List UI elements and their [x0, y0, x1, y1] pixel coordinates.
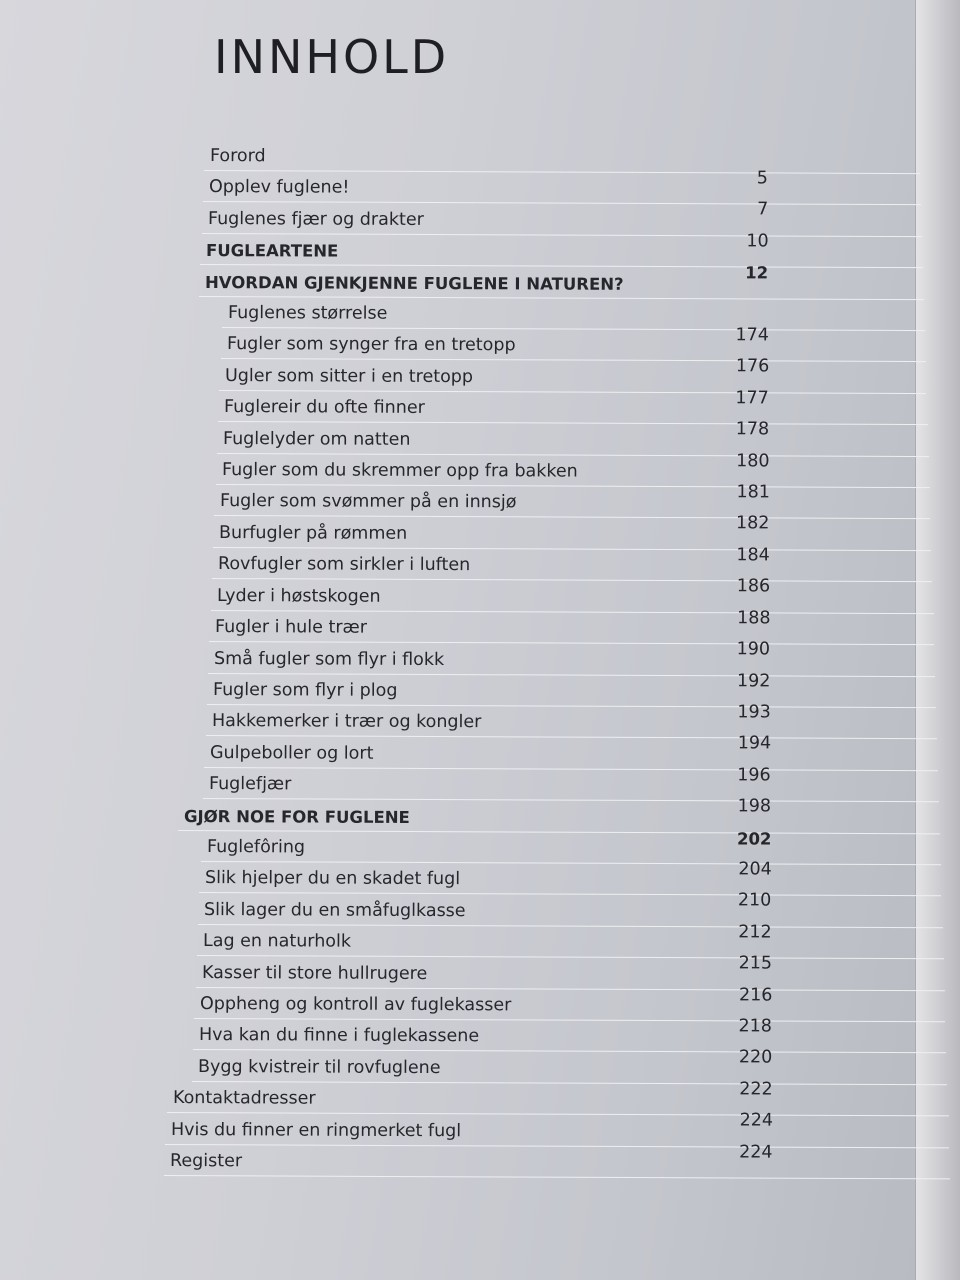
- toc-entry-label: Slik hjelper du en skadet fugl: [205, 868, 461, 890]
- toc-entry-page-number: 181: [736, 482, 770, 503]
- toc-entry-page-number: 224: [739, 1110, 773, 1131]
- toc-entry-page-number: 215: [738, 953, 772, 974]
- toc-entry: [192, 1051, 948, 1100]
- toc-entry-page-number: 188: [736, 607, 771, 629]
- toc-entry-label: Fuglefjær: [208, 774, 292, 795]
- toc-entry-label: Fuglefôring: [206, 836, 305, 858]
- toc-entry-label: HVORDAN GJENKJENNE FUGLENE I NATUREN?: [204, 272, 624, 294]
- toc-entry-label: Register: [169, 1151, 243, 1172]
- toc-entry-page-number: 193: [737, 702, 771, 723]
- page-title: INNHOLD: [214, 30, 450, 84]
- toc-entry-page-number: 192: [736, 670, 771, 691]
- toc-entry-page-number: 10: [745, 231, 769, 252]
- toc-entry-label: Lag en naturholk: [202, 931, 351, 952]
- toc-entry-page-number: 218: [738, 1016, 773, 1037]
- toc-entry-label: Fuglenes fjær og drakter: [207, 208, 424, 230]
- toc-entry-page-number: 224: [739, 1142, 773, 1163]
- toc-entry-label: Små fugler som flyr i flokk: [213, 648, 445, 670]
- toc-entry-label: Hva kan du finne i fuglekassene: [198, 1025, 480, 1047]
- toc-entry-label: GJØR NOE FOR FUGLENE: [183, 806, 410, 827]
- toc-entry-label: Fugler i hule trær: [215, 617, 368, 638]
- toc-entry-page-number: 186: [736, 576, 770, 597]
- toc-entry-label: Opplev fuglene!: [208, 177, 350, 199]
- toc-entry-label: Hvis du finner en ringmerket fugl: [171, 1119, 462, 1141]
- toc-entry-label: Slik lager du en småfuglkasse: [203, 899, 466, 921]
- toc-entry-page-number: 176: [735, 356, 769, 377]
- toc-entry-label: Hakkemerker i trær og kongler: [211, 711, 481, 733]
- toc-entry-label: Kasser til store hullrugere: [201, 962, 427, 984]
- toc-entry-page-number: 190: [736, 639, 771, 660]
- toc-entry-label: Burfugler på rømmen: [218, 522, 408, 544]
- toc-entry-page-number: 182: [736, 513, 770, 534]
- toc-entry-page-number: 198: [737, 796, 772, 817]
- toc-entry-label: Fugler som svømmer på en innsjø: [220, 491, 517, 513]
- toc-entry-label: Fuglereir du ofte finner: [223, 397, 425, 419]
- toc-entry-page-number: 210: [738, 890, 772, 911]
- toc-entry-page-number: 202: [736, 828, 772, 849]
- toc-entry-page-number: 220: [738, 1047, 773, 1068]
- toc-entry-page-number: 177: [735, 388, 770, 409]
- toc-entry-page-number: 184: [736, 545, 770, 566]
- toc-entry-label: Fugler som flyr i plog: [212, 679, 398, 701]
- toc-entry-page-number: 212: [738, 922, 772, 943]
- toc-entry-page-number: 196: [737, 765, 771, 786]
- toc-entry-page-number: 12: [745, 263, 769, 283]
- toc-entry-page-number: 222: [738, 1079, 773, 1100]
- toc-entry-label: Oppheng og kontroll av fuglekasser: [200, 993, 512, 1016]
- toc-entry: [203, 768, 939, 817]
- toc-entry-label: Gulpeboller og lort: [210, 742, 374, 764]
- toc-entry-page-number: 180: [735, 450, 770, 472]
- toc-entry-label: Bygg kvistreir til rovfuglene: [197, 1056, 441, 1078]
- toc-entry-page-number: 7: [756, 199, 769, 220]
- toc-entry-label: Fugler som du skremmer opp fra bakken: [221, 460, 578, 482]
- toc-entry-label: Rovfugler som sirkler i luften: [217, 554, 471, 576]
- toc-entry-page-number: 5: [756, 168, 768, 189]
- toc-entry-page-number: 194: [737, 733, 771, 754]
- toc-entry-label: Ugler som sitter i en tretopp: [225, 365, 474, 387]
- toc-entry-page-number: 178: [735, 419, 770, 440]
- toc-entry-label: FUGLEARTENE: [206, 241, 339, 261]
- toc-entry-label: Kontaktadresser: [172, 1088, 316, 1109]
- toc-entry-label: Forord: [209, 146, 266, 167]
- toc-entry-label: Fuglelyder om natten: [222, 428, 411, 450]
- toc-entry-label: Fugler som synger fra en tretopp: [226, 334, 516, 356]
- toc-entry-page-number: 216: [738, 984, 773, 1006]
- toc-entry-page-number: 174: [735, 325, 769, 346]
- toc-entry: [199, 263, 924, 300]
- toc-entry-label: Fuglenes størrelse: [227, 303, 388, 324]
- toc-entry: [164, 1145, 950, 1179]
- toc-entry-label: Lyder i høstskogen: [216, 585, 381, 607]
- toc-entry-page-number: 204: [737, 859, 772, 880]
